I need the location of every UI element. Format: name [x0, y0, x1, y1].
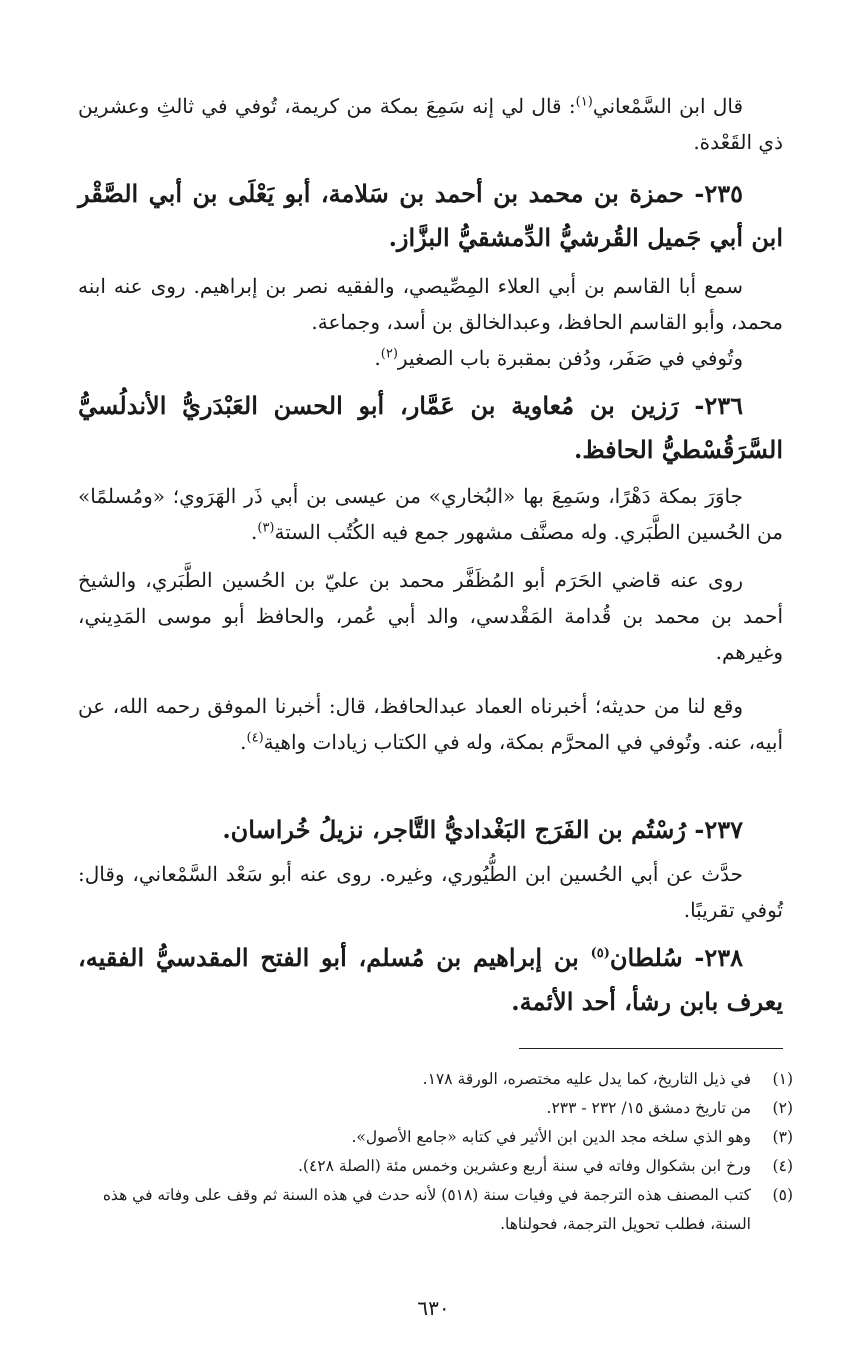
paragraph-razin-hadith [78, 688, 783, 760]
paragraph-hamza-death [78, 340, 783, 376]
paragraph-razin-study [78, 478, 783, 550]
page-number: ٦٣٠ [417, 1296, 450, 1320]
entry-heading-236: ٢٣٦- رَزين بن مُعاوية بن عَمَّار، أبو الحسن العَبْدَريُّ الأندلُسيُّ السَّرَقُسْطيُّ الحافظ. [78, 391, 783, 464]
footnote-item [73, 1123, 793, 1152]
paragraph-samani-quote [78, 88, 783, 160]
footnote-item [73, 1152, 793, 1181]
footnote-ref-1[interactable]: (١) [575, 94, 593, 110]
paragraph-hamza-narrations: سمع أبا القاسم بن أبي العلاء المِصِّيصي، والفقيه نصر بن إبراهيم. روى عنه ابنه محمد، وأبو القاسم الحافظ، وعبدالخالق بن أسد، وجماعة. [78, 274, 783, 334]
paragraph-text: . [374, 346, 381, 370]
footnote-item [73, 1094, 793, 1123]
footnote-number: (٤) [772, 1157, 793, 1175]
footnote-number: (١) [772, 1070, 793, 1088]
footnote-divider [519, 1048, 783, 1049]
footnote-number: (٣) [772, 1128, 793, 1146]
paragraph-text: جاوَرَ بمكة دَهْرًا، وسَمِعَ بها «البُخاري» من عيسى بن أبي ذَر الهَرَوي؛ «ومُسلمًا» من الحُسين الطَّبَري. وله مصنَّف مشهور جمع فيه الكُتُب الستة [78, 484, 783, 544]
footnote-item [73, 1065, 793, 1094]
paragraph-text: وقع لنا من حديثه؛ أخبرناه العماد عبدالحافظ، قال: أخبرنا الموفق رحمه الله، عن أبيه، عنه. وتُوفي في المحرَّم بمكة، وله في الكتاب زيادات واهية [78, 694, 783, 754]
footnotes-list [73, 1065, 793, 1239]
footnote-number: (٥) [772, 1186, 793, 1204]
footnote-item [73, 1181, 793, 1239]
footnote-text: من تاريخ دمشق ١٥/ ٢٣٢ - ٢٣٣. [546, 1099, 751, 1117]
footnote-text: في ذيل التاريخ، كما يدل عليه مختصره، الورقة ١٧٨. [422, 1070, 751, 1088]
paragraph-text: قال ابن السَّمْعاني [592, 94, 744, 118]
heading-text: بن إبراهيم بن مُسلم، أبو الفتح المقدسيُّ الفقيه، يعرف بابن رشأ، أحد الأئمة. [78, 943, 783, 1016]
entry-heading-238 [78, 936, 783, 1024]
paragraph-text: وتُوفي في صَفَر، ودُفن بمقبرة باب الصغير [397, 346, 743, 370]
heading-text: ٢٣٨- سُلطان [609, 943, 743, 972]
footnote-number: (٢) [772, 1099, 793, 1117]
footnote-ref-2[interactable]: (٢) [380, 346, 398, 362]
paragraph-razin-narrators: روى عنه قاضي الحَرَم أبو المُظَفَّر محمد بن عليّ بن الحُسين الطَّبَري، والشيخ أحمد بن محمد بن قُدامة المَقْدسي، والد أبي عُمر، والحافظ أبو موسى المَدِيني، وغيرهم. [78, 568, 783, 664]
footnote-text: كتب المصنف هذه الترجمة في وفيات سنة (٥١٨) لأنه حدث في هذه السنة ثم وقف على وفاته في هذه السنة، فطلب تحويل الترجمة، فحولناها. [102, 1186, 751, 1233]
footnote-text: ورخ ابن بشكوال وفاته في سنة أربع وعشرين وخمس مئة (الصلة ٤٢٨). [297, 1157, 751, 1175]
entry-heading-237: ٢٣٧- رُسْتُم بن الفَرَج البَغْداديُّ التَّاجر، نزيلُ خُراسان. [222, 815, 743, 844]
footnote-ref-3[interactable]: (٣) [257, 520, 275, 536]
footnote-ref-5[interactable]: (٥) [590, 946, 610, 961]
paragraph-text: . [251, 520, 258, 544]
paragraph-text: : قال لي إنه سَمِعَ بمكة من كريمة، تُوفي في ثالثِ وعشرين ذي القَعْدة. [78, 94, 783, 154]
entry-heading-235: ٢٣٥- حمزة بن محمد بن أحمد بن سَلامة، أبو يَعْلَى بن أبي الصَّقْر ابن أبي جَميل القُرشيُّ الدِّمشقيُّ البزَّاز. [78, 179, 783, 252]
paragraph-rustum: حدَّث عن أبي الحُسين ابن الطُّيُوري، وغيره. روى عنه أبو سَعْد السَّمْعاني، وقال: تُوفي تقريبًا. [78, 862, 783, 922]
paragraph-text: . [240, 730, 247, 754]
footnote-ref-4[interactable]: (٤) [246, 730, 264, 746]
footnote-text: وهو الذي سلخه مجد الدين ابن الأثير في كتابه «جامع الأصول». [351, 1128, 751, 1146]
